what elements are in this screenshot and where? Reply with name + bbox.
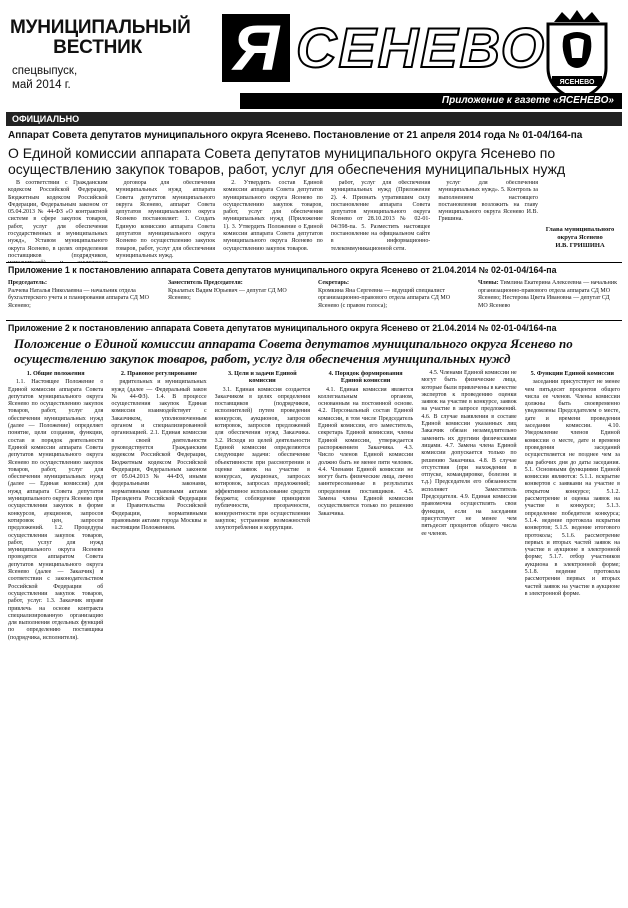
masthead-title-line2: ВЕСТНИК (53, 37, 142, 58)
regulation-columns (8, 368, 620, 900)
divider (6, 262, 622, 263)
document-subhead: О Единой комиссии аппарата Совета депутатов муниципального округа Ясенево по осуществлению закупок товаров, работ, услуг для обеспечения муниципальных нужд (8, 145, 566, 177)
regulation-title: Положение о Единой комиссии аппарата Совета депутатов муниципального округа Ясенево по осуществлению закупок товаров, работ, услуг для обеспечения муниципальных нужд (14, 336, 573, 366)
masthead-title-line1: МУНИЦИПАЛЬНЫЙ (10, 17, 191, 38)
roster-chair-label: Председатель: (8, 280, 47, 286)
document-headline: Аппарат Совета депутатов муниципального округа Ясенево. Постановление от 21 апреля 2014 года № 01-04/164-па (8, 130, 583, 141)
intro-columns (8, 180, 538, 262)
intro-column (116, 180, 216, 262)
appendix-bar: Приложение к газете «ЯСЕНЕВО» (240, 93, 622, 109)
section-heading: 4. Порядок формирования Единой комиссии (328, 370, 403, 385)
roster-deputy-text: Крылатых Вадим Юрьевич — депутат СД МО Ясенево; (168, 287, 287, 301)
roster-members-text: Тимлина Екатерина Алексеевна — начальник организационно-правового отдела аппарата СД МО Ясенево; Нестерова Цвета Ивановна — депутат СД МО Ясенево (478, 280, 618, 309)
issue-info-line1: спецвыпуск, (12, 65, 78, 77)
roster-secretary-text: Кромкина Яна Сергеевна — ведущий специалист организационно-правового отдела аппарата СД МО Ясенево (с правом голоса); (318, 287, 451, 309)
coat-of-arms-icon (534, 10, 620, 106)
regulation-paragraph: 4.1. Единая комиссия является коллегиальным органом, основанным на постоянной основе. 4.2. Персональный состав Единой комиссии, в том числе Председатель Единой комиссии, его заместитель, секретарь Единой комиссии, члены Единой комиссии, утверждается распоряжением Заказчика. 4.3. Число членов Единой комиссии должно быть не менее пяти человек. 4.4. Членами Единой комиссии не могут быть физические лица, лично заинтересованные в результатах определения поставщиков. 4.5. Замена члена Единой комиссии осуществляется только по решению Заказчика. (317, 386, 414, 517)
roster-deputy-label: Заместитель Председателя: (168, 280, 243, 286)
regulation-column (421, 368, 516, 900)
regulation-paragraph: заседании присутствует не менее чем пятьдесят процентов общего числа ее членов. Члены комиссии должны быть своевременно уведомлены Председателем о месте, дате и времени проведения заседания комиссии. 4.10. Уведомление членов Единой комиссии о месте, дате и времени проведения заседаний осуществляется не позднее чем за два рабочих дня до даты заседания. 5.1. Основными функциями Единой комиссии являются: 5.1.1. вскрытие конвертов с заявками на участие в открытом конкурсе; 5.1.2. рассмотрение и оценка заявок на участие в конкурсе; 5.1.3. определение победителя конкурса; 5.1.4. ведение протокола вскрытия конвертов; 5.1.5. ведение итогового протокола; 5.1.6. рассмотрение первых и вторых частей заявок на участие в аукционе в электронной форме; 5.1.7. отбор участников аукциона в электронной форме; 5.1.8. ведение протокола рассмотрения первых и вторых частей заявок на участие в аукционе в электронной форме. (524, 379, 620, 597)
intro-paragraph: 2. Утвердить состав Единой комиссии аппарата Совета депутатов муниципального округа Ясенево по осуществлению закупок товаров, работ, услуг для обеспечения муниципальных нужд (Приложение 1). 3. Утвердить Положение о Единой комиссии аппарата Совета депутатов муниципального округа Ясенево по осуществлению закупок товаров. (223, 180, 323, 252)
logo-text: СЕНЕВО (296, 16, 547, 79)
regulation-column (8, 368, 103, 900)
regulation-paragraph: рядительных и муниципальных нужд (далее — Федеральный закон № 44-ФЗ). 1.4. В процессе осуществления закупок Единая комиссия взаимодействует с Заказчиком, уполномоченным органом и специализированной организацией. 2.1. Единая комиссия в своей деятельности руководствуется Гражданским кодексом Российской Федерации, Бюджетным кодексом Российской Федерации, Федеральным законом от 05.04.2013 № 44-ФЗ, иными федеральными законами, нормативными правовыми актами Президента Российской Федерации и Правительства Российской Федерации, нормативными правовыми актами города Москвы и настоящим Положением. (111, 379, 207, 532)
roster-secretary (318, 280, 468, 310)
roster-deputy (168, 280, 308, 303)
signature-block (540, 226, 620, 250)
roster-chair-text: Ралчева Наталья Николаевна — начальник отдела бухгалтерского учета и планирования аппарата СД МО Ясенево; (8, 287, 150, 309)
section-heading: 2. Правовое регулирование (120, 370, 198, 377)
logo-letter: Я (222, 14, 290, 82)
masthead (6, 10, 622, 106)
intro-paragraph: договора для обеспечения муниципальных нужд аппарата Совета депутатов муниципального округа Ясенево, аппарат Совета депутатов муниципального округа Ясенево постановляет: 1. Создать Единую комиссию аппарата Совета депутатов муниципального округа Ясенево по осуществлению закупок товаров, работ, услуг для обеспечения муниципальных нужд. (115, 180, 216, 259)
commission-roster (8, 276, 620, 322)
section-label: ОФИЦИАЛЬНО (6, 112, 622, 126)
section-heading: 1. Общие положения (26, 370, 85, 377)
regulation-column (111, 368, 206, 900)
regulation-column (215, 368, 310, 900)
roster-secretary-label: Секретарь: (318, 280, 350, 286)
signature-name: И.В. ГРИШИНА (555, 242, 605, 249)
roster-chair (8, 280, 158, 310)
issue-info (12, 64, 77, 92)
appendix2-title: Приложение 2 к постановлению аппарата Совета депутатов муниципального округа Ясенево от 21.04.2014 № 02-01-04/164-па (8, 323, 557, 333)
intro-column (438, 180, 538, 262)
appendix1-title: Приложение 1 к постановлению аппарата Совета депутатов муниципального округа Ясенево от 21.04.2014 № 02-01-04/164-па (8, 265, 557, 275)
intro-paragraph: услуг для обеспечения муниципальных нужд». 5. Контроль за выполнением настоящего постановления возложить на главу муниципального округа Ясенево И.В. Гришина. (438, 180, 538, 223)
intro-paragraph: работ, услуг для обеспечения муниципальных нужд (Приложение 2). 4. Признать утратившим силу постановление аппарата Совета депутатов муниципального округа Ясенево от 28.10.2013 № 02-01-04/398-па. 5. Разместить настоящее постановление на официальном сайте в информационно-телекоммуникационной сети. (330, 180, 431, 252)
section-heading: 5. Функции Единой комиссии (530, 370, 615, 377)
regulation-paragraph: 3.1. Единая комиссия создается Заказчиком в целях определения поставщиков (подрядчиков, исполнителей) путем проведения конкурсов, аукционов, запросов котировок, запросов предложений для обеспечения нужд Заказчика. 3.2. Исходя из целей деятельности Единой комиссии определяются следующие задачи: обеспечение объективности при рассмотрении и оценке заявок на участие в конкурсах, аукционах, запросах котировок, запросах предложений; эффективное использование средств бюджета; соблюдение принципов публичности, прозрачности, конкурентности при осуществлении закупок; устранение возможностей злоупотребления и коррупции. (214, 386, 310, 532)
masthead-title (10, 18, 191, 58)
issue-info-line2: май 2014 г. (12, 79, 71, 91)
signature-title: Глава муниципального округа Ясенево (545, 226, 615, 241)
divider (6, 320, 622, 321)
intro-column (331, 180, 431, 262)
regulation-column (318, 368, 413, 900)
svg-text:ЯСЕНЕВО: ЯСЕНЕВО (559, 79, 595, 86)
section-heading: 3. Цели и задачи Единой комиссии (227, 370, 297, 385)
intro-column (8, 180, 108, 262)
regulation-paragraph: 1.1. Настоящее Положение о Единой комиссии аппарата Совета депутатов муниципального округа Ясенево по осуществлению закупок товаров, работ, услуг для обеспечения муниципальных нужд (далее — Положение) определяет понятие, цели создания, функции, состав и порядок деятельности Единой комиссии аппарата Совета депутатов муниципального округа Ясенево по осуществлению закупок товаров, работ, услуг для обеспечения муниципальных нужд (далее — Единая комиссия) для нужд аппарата Совета депутатов муниципального округа Ясенево при осуществлении закупок в форме конкурсов, аукционов, запросов котировок цен, запросов предложений. 1.2. Процедуры осуществления закупок товаров, работ, услуг для нужд муниципального округа Ясенево проводятся аппаратом Совета депутатов муниципального округа Ясенево (далее — Заказчик) в соответствии с законодательством Российской Федерации об осуществлении закупок товаров, работ, услуг. 1.3. Заказчик вправе привлечь на основе контракта специализированную организацию для выполнения отдельных функций по определению поставщика (подрядчика, исполнителя). (8, 379, 104, 641)
regulation-column (525, 368, 620, 900)
intro-column (223, 180, 323, 262)
intro-paragraph: В соответствии с Гражданским кодексом Российской Федерации, Бюджетным кодексом Российской Федерации, Федеральным законом от 05.04.2013 № 44-ФЗ «О контрактной системе в сфере закупок товаров, работ, услуг для обеспечения государственных и муниципальных нужд», Уставом муниципального округа Ясенево, в целях определения поставщиков (подрядчиков, (8, 180, 108, 259)
roster-members (478, 280, 620, 310)
roster-members-label: Члены: (478, 280, 499, 286)
regulation-paragraph: 4.5. Членами Единой комиссии не могут быть физические лица, которые были привлечены в качестве экспертов к проведению оценки заявок на участие в конкурсе, заявок на участие в запросе предложений. 4.6. В случае выявления в составе Единой комиссии указанных лиц Заказчик обязан незамедлительно заменить их другими физическими лицами. 4.7. Замена члена Единой комиссии допускается только по решению Заказчика. 4.8. В случае отсутствия (при нахождении в отпуске, командировке, болезни и т.д.) Председателя его обязанности исполняет Заместитель Председателя. 4.9. Единая комиссия правомочна осуществлять свои функции, если на заседании присутствует не менее чем пятьдесят процентов общего числа ее членов. (421, 370, 517, 537)
